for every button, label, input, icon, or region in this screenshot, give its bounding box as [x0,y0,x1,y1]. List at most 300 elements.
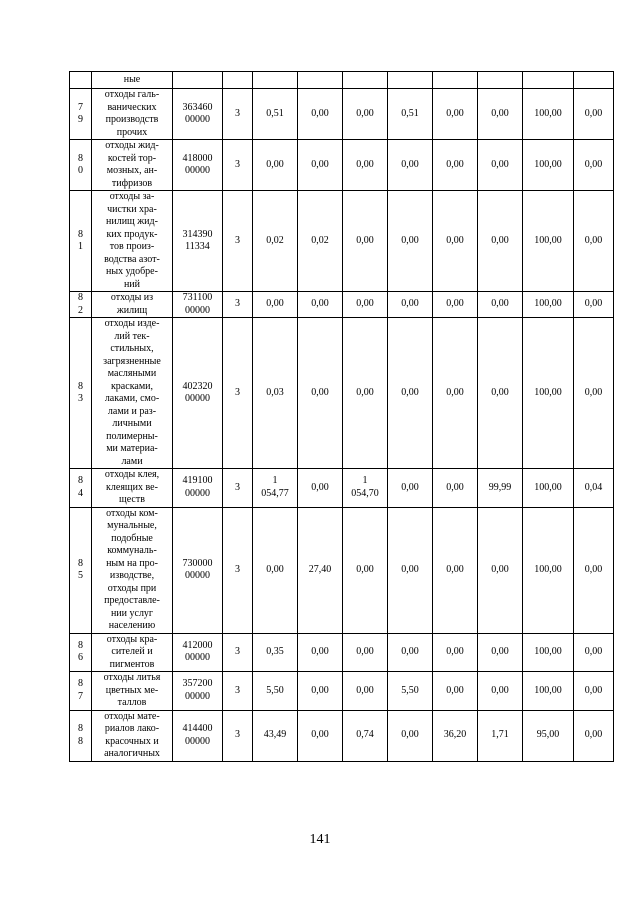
cell-row-number [70,89,92,140]
cell-value [253,89,298,140]
cell-waste-code [173,469,223,508]
value: 0,00 [584,563,603,575]
cell-value [478,292,523,318]
row-number: 8 3 [78,380,83,404]
waste-name-line: костей тор- [107,152,157,164]
value-part: 054,70 [351,487,379,499]
waste-name-line: ванических [107,101,157,113]
value: 95,00 [536,729,560,741]
table-row [70,633,614,672]
cell-value [343,318,388,469]
value: 0,00 [446,234,464,246]
waste-name-line: ких продук- [106,228,158,240]
row-number: 8 0 [78,152,83,176]
page-number: 141 [309,832,331,847]
cell-row-number [70,507,92,633]
cell-value [388,292,433,318]
waste-name-line: лий тек- [114,330,150,342]
value: 100,00 [534,646,562,657]
waste-name-line: полимерны- [106,430,158,442]
cell-row-number [70,292,92,318]
hazard-class: 3 [235,298,240,310]
waste-code-part: 402320 [182,380,213,392]
waste-name-line: предоставле- [104,595,160,606]
waste-name-line: производств [105,114,159,125]
value: 0,00 [311,481,329,493]
hazard-class: 3 [235,729,240,741]
waste-name-line: ми материа- [106,443,158,454]
table-row [70,89,614,140]
waste-name-line: личными [112,418,152,429]
value: 0,00 [401,563,419,575]
cell-value [523,318,574,469]
value: 0,00 [401,729,419,741]
value: 0,00 [311,158,329,170]
value: 0,00 [401,234,419,246]
hazard-class: 3 [235,481,240,493]
waste-name-line: отходы жид- [105,140,159,151]
cell-hazard-class [223,318,253,469]
row-number: 8 1 [78,228,83,252]
cell-value [478,140,523,191]
waste-name-line: ных удобре- [106,266,158,277]
cell-value [433,191,478,292]
cell-value [478,633,523,672]
cell-value [253,140,298,191]
row-number: 8 8 [78,723,83,747]
cell-value [523,672,574,711]
value: 0,00 [356,563,374,575]
waste-name-line: отходы при [107,582,157,594]
waste-name-line: нилищ жид- [106,216,158,227]
cell-value [298,633,343,672]
value: 0,00 [401,646,419,657]
cell-value [574,140,614,191]
cell-value [574,672,614,711]
value: 0,00 [311,646,329,657]
waste-name-line: лаками, смо- [104,393,160,404]
cell-value [478,672,523,711]
waste-name-line: стильных, [110,343,154,354]
cell-value [343,140,388,191]
value: 0,00 [401,481,419,493]
value: 100,00 [534,684,562,696]
cell-value [523,191,574,292]
cell-value [253,507,298,633]
cell-value [343,633,388,672]
cell-value [388,469,433,508]
value: 100,00 [534,386,562,398]
table-row-continuation [70,72,614,89]
value: 0,00 [311,729,329,741]
waste-name [107,634,158,672]
cell-waste-code [173,633,223,672]
waste-code-part: 00000 [185,393,210,404]
waste-name-line: отходы из [110,292,154,303]
cell-empty [70,72,92,89]
waste-name-line: жилищ [116,304,148,316]
value-part: 1 [272,475,278,487]
waste-name [105,89,159,139]
cell-empty [478,72,523,89]
cell-value [523,710,574,761]
waste-code-part: 11334 [185,241,210,252]
waste-name-line: таллов [117,697,147,708]
hazard-class: 3 [235,684,240,696]
value: 0,02 [311,234,329,246]
cell-waste-code [173,318,223,469]
cell-value [574,469,614,508]
waste-name-line: масляными [107,368,157,379]
cell-waste-name [92,710,173,761]
waste-code-part: 00000 [184,304,210,316]
cell-hazard-class [223,89,253,140]
cell-waste-code [173,191,223,292]
cell-hazard-class [223,292,253,318]
value: 0,00 [356,158,374,170]
value: 0,00 [491,646,509,657]
value: 1,71 [491,729,509,741]
value: 100,00 [534,563,562,575]
value: 0,00 [401,298,419,310]
cell-value [388,89,433,140]
waste-code-part: 414400 [182,723,213,734]
waste-name-line: тифризов [111,177,153,189]
cell-value [343,469,388,508]
cell-value [433,469,478,508]
value: 0,00 [356,386,374,398]
cell-value [298,140,343,191]
value-part: 1 [362,475,368,487]
cell-waste-name [92,507,173,633]
cell-waste-code [173,292,223,318]
cell-value [433,507,478,633]
value [351,475,379,500]
cell-value [343,710,388,761]
waste-name-line: пигментов [109,658,155,670]
value: 0,51 [266,107,284,119]
table-row [70,318,614,469]
value: 0,00 [311,107,329,119]
cell-value [343,191,388,292]
cell-hazard-class [223,672,253,711]
value: 0,00 [491,158,509,170]
value: 0,00 [356,298,374,310]
waste-code-part: 00000 [185,487,210,499]
waste-code-part: 730000 [182,557,213,569]
cell-waste-name [92,191,173,292]
hazard-class: 3 [235,563,240,575]
cell-value [523,633,574,672]
cell-value [298,191,343,292]
cell-value [253,191,298,292]
cell-value [574,191,614,292]
waste-name [105,469,159,507]
cell-value [478,191,523,292]
value: 0,00 [446,563,464,575]
cell-value [433,633,478,672]
waste-name [104,508,160,633]
waste-name-line: мозных, ан- [106,165,158,176]
cell-waste-name [92,89,173,140]
waste-name-line: риалов лако- [104,723,160,734]
waste-code-part: 731100 [182,292,213,303]
cell-value [574,633,614,672]
value: 99,99 [488,481,512,493]
cell-row-number [70,140,92,191]
waste-name-line: коммуналь- [107,545,157,556]
cell-empty [574,72,614,89]
waste-name-line: клеящих ве- [106,481,158,493]
value: 0,02 [266,234,284,246]
waste-table [69,71,614,762]
value: 0,00 [356,234,374,246]
value-part: 054,77 [261,487,289,499]
value: 0,00 [491,386,509,398]
cell-value [574,89,614,140]
value: 0,00 [491,107,509,119]
value: 5,50 [266,684,284,696]
cell-empty [343,72,388,89]
cell-value [478,507,523,633]
value: 0,00 [446,646,464,657]
waste-name-line: красками, [110,380,154,392]
value: 0,00 [311,298,329,310]
cell-hazard-class [223,633,253,672]
waste-name-line: ным на про- [106,557,158,569]
cell-waste-name [92,672,173,711]
waste-code [183,292,213,317]
cell-value [343,292,388,318]
waste-name [104,711,160,761]
cell-value [253,469,298,508]
waste-code [183,229,213,254]
waste-name-line: лами и раз- [107,405,157,417]
value [261,475,289,500]
row-number: 7 9 [78,101,83,125]
waste-name [103,318,161,468]
cell-waste-name [92,140,173,191]
cell-value [478,469,523,508]
value: 0,00 [266,298,284,310]
cell-empty [298,72,343,89]
cell-empty [253,72,298,89]
value: 100,00 [534,481,562,493]
value: 0,00 [584,107,603,119]
hazard-class: 3 [235,386,240,398]
cell-value [298,507,343,633]
waste-code-part: 363460 [182,101,213,113]
cell-value [253,672,298,711]
cell-value [433,292,478,318]
waste-code-part: 00000 [185,570,210,581]
waste-code [183,381,213,406]
value: 0,00 [584,386,603,398]
cell-value [433,140,478,191]
cell-value [253,633,298,672]
value: 0,00 [446,107,464,119]
row-number: 8 7 [78,678,83,702]
row-number: 8 2 [78,292,83,316]
value: 0,00 [356,684,374,696]
value: 0,00 [584,646,603,657]
value: 0,00 [491,563,509,575]
value: 0,00 [584,684,603,696]
waste-name-line: населению [108,620,156,631]
row-number: 8 5 [78,557,83,581]
cell-value [574,507,614,633]
cell-value [253,292,298,318]
value: 0,00 [491,234,509,246]
cell-value [523,469,574,508]
cell-value [298,318,343,469]
hazard-class: 3 [235,107,240,119]
table-row [70,507,614,633]
cell-row-number [70,710,92,761]
value: 100,00 [534,234,562,246]
cell-value [478,710,523,761]
waste-name-line: отходы галь- [104,89,160,100]
waste-name-line: отходы кра- [106,633,158,645]
value: 0,00 [446,298,464,310]
waste-code-part: 00000 [185,114,210,125]
cell-row-number [70,191,92,292]
waste-name-line: отходы ком- [106,507,158,519]
cell-value [388,633,433,672]
cell-value [298,89,343,140]
value: 0,00 [584,298,603,310]
value: 5,50 [401,684,419,696]
waste-code-part: 419100 [182,475,213,487]
value: 0,00 [584,158,603,170]
row-number: 8 6 [78,639,83,664]
waste-name-line: цветных ме- [105,684,159,696]
waste-code [183,475,213,500]
waste-code-part: 00000 [185,165,210,176]
value: 0,00 [446,158,464,170]
cell-hazard-class [223,140,253,191]
value: 43,49 [263,729,287,741]
cell-value [388,710,433,761]
cell-value [574,318,614,469]
cell-waste-code [173,140,223,191]
cell-value [523,89,574,140]
cell-value [343,672,388,711]
waste-name-line: ний [123,278,141,290]
value: 0,00 [266,158,284,170]
cell-waste-code [173,710,223,761]
waste-name-line: отходы литья [103,672,161,683]
value: 0,00 [401,386,419,398]
value: 0,00 [356,646,374,657]
cell-value [388,672,433,711]
hazard-class: 3 [235,158,240,170]
cell-hazard-class [223,191,253,292]
cell-value [253,710,298,761]
waste-name-line: загрязненные [103,355,161,367]
cell-value [343,507,388,633]
value: 0,00 [584,234,603,246]
value: 0,00 [584,729,603,741]
cell-value [298,672,343,711]
waste-name-line: тов произ- [109,241,155,252]
table-row [70,140,614,191]
cell-waste-code [173,507,223,633]
waste-name-line: нии услуг [110,607,154,619]
waste-name-line: отходы изде- [104,318,160,329]
cell-value [523,507,574,633]
waste-name-line: лами [121,455,143,467]
cell-empty [388,72,433,89]
cell-waste-name [92,469,173,508]
cell-value [298,710,343,761]
value: 0,00 [311,386,329,398]
value: 0,00 [401,158,419,170]
value: 0,00 [446,481,464,493]
waste-code-part: 314390 [182,228,213,240]
value: 100,00 [534,298,562,310]
cell-row-number [70,672,92,711]
waste-name-line: чистки хра- [107,203,157,215]
waste-name [104,191,160,291]
waste-name-line: отходы мате- [104,710,160,722]
waste-code [183,723,213,748]
table-row [70,710,614,761]
waste-name-line: аналогичных [104,748,160,759]
cell-empty [173,72,223,89]
cell-value [388,318,433,469]
waste-code [183,102,213,127]
waste-code-part: 418000 [182,152,213,164]
cell-value [523,140,574,191]
value: 100,00 [534,107,562,119]
cell-value [298,469,343,508]
waste-code-part: 00000 [185,652,210,664]
cell-row-number [70,633,92,672]
hazard-class: 3 [235,234,240,246]
cell-value [574,710,614,761]
value: 27,40 [308,563,332,575]
waste-name-line: отходы за- [109,191,155,202]
waste-code [183,678,213,703]
waste-code [183,153,213,178]
waste-name-line: подобные [111,532,153,544]
waste-code-part: 00000 [185,690,210,702]
cell-hazard-class [223,469,253,508]
hazard-class: 3 [235,646,240,657]
cell-value [433,318,478,469]
waste-name [104,672,161,710]
cell-value [433,672,478,711]
cell-hazard-class [223,710,253,761]
cell-value [478,89,523,140]
cell-value [388,507,433,633]
value: 0,03 [266,386,284,398]
value: 0,04 [584,481,603,493]
cell-empty [523,72,574,89]
value: 0,00 [446,684,464,696]
value: 0,00 [491,298,509,310]
cell-waste-code [173,672,223,711]
waste-name-line: сителей и [111,646,153,657]
waste-name [111,292,153,317]
value: 100,00 [534,158,562,170]
waste-name-line: ществ [119,494,145,505]
cell-value [388,140,433,191]
value: 0,00 [266,563,284,575]
waste-table-body [70,72,614,762]
cell-empty [223,72,253,89]
